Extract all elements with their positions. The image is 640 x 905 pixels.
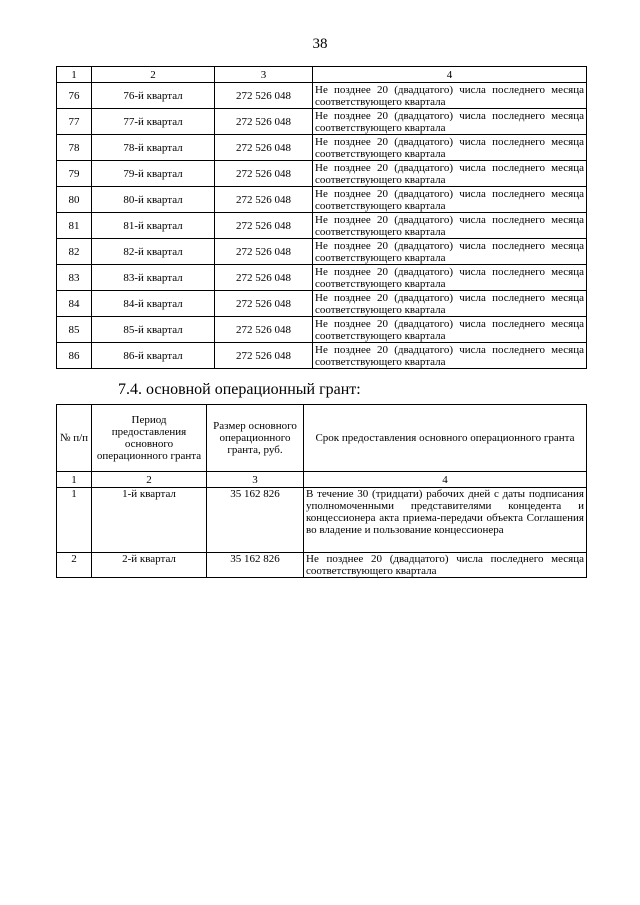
row-amount: 35 162 826 xyxy=(207,488,304,553)
table-row xyxy=(57,265,587,291)
row-number: 84 xyxy=(57,291,92,317)
row-amount: 272 526 048 xyxy=(215,317,313,343)
row-amount: 272 526 048 xyxy=(215,343,313,369)
row-period: 1-й квартал xyxy=(92,488,207,553)
table-row xyxy=(57,317,587,343)
row-number: 2 xyxy=(57,553,92,578)
row-number: 79 xyxy=(57,161,92,187)
column-header: 3 xyxy=(215,67,313,83)
column-header: 4 xyxy=(313,67,587,83)
page-number: 38 xyxy=(312,36,328,52)
row-period: 83-й квартал xyxy=(92,265,215,291)
row-number: 85 xyxy=(57,317,92,343)
table-row xyxy=(57,291,587,317)
row-amount: 272 526 048 xyxy=(215,161,313,187)
table-row xyxy=(57,239,587,265)
row-period: 81-й квартал xyxy=(92,213,215,239)
row-number: 78 xyxy=(57,135,92,161)
row-period: 82-й квартал xyxy=(92,239,215,265)
row-deadline: Не позднее 20 (двадцатого) числа последнего месяца соответствующего квартала xyxy=(313,213,587,239)
row-amount: 272 526 048 xyxy=(215,239,313,265)
row-amount: 272 526 048 xyxy=(215,291,313,317)
table-row xyxy=(57,161,587,187)
row-number: 83 xyxy=(57,265,92,291)
row-period: 85-й квартал xyxy=(92,317,215,343)
column-number: 2 xyxy=(92,472,207,488)
row-deadline: Не позднее 20 (двадцатого) числа последнего месяца соответствующего квартала xyxy=(313,161,587,187)
table-row xyxy=(57,135,587,161)
table-body xyxy=(57,83,587,369)
row-period: 79-й квартал xyxy=(92,161,215,187)
row-number: 86 xyxy=(57,343,92,369)
table-row xyxy=(57,488,587,553)
row-number: 1 xyxy=(57,488,92,553)
column-number: 3 xyxy=(207,472,304,488)
column-header: 1 xyxy=(57,67,92,83)
row-amount: 35 162 826 xyxy=(207,553,304,578)
table-header-row xyxy=(57,67,587,83)
row-number: 77 xyxy=(57,109,92,135)
column-header: 2 xyxy=(92,67,215,83)
table-row xyxy=(57,109,587,135)
column-number: 1 xyxy=(57,472,92,488)
row-amount: 272 526 048 xyxy=(215,83,313,109)
grant-schedule-table-continued xyxy=(56,66,587,369)
row-deadline: Не позднее 20 (двадцатого) числа последнего месяца соответствующего квартала xyxy=(313,135,587,161)
row-deadline: В течение 30 (тридцати) рабочих дней с даты подписания уполномоченными представителями концедента и концессионера акта приема-передачи объекта Соглашения во владение и пользование концессионера xyxy=(304,488,587,553)
column-numbering-row xyxy=(57,472,587,488)
row-period: 80-й квартал xyxy=(92,187,215,213)
row-deadline: Не позднее 20 (двадцатого) числа последнего месяца соответствующего квартала xyxy=(313,343,587,369)
row-period: 2-й квартал xyxy=(92,553,207,578)
column-header-deadline: Срок предоставления основного операционного гранта xyxy=(304,405,587,472)
column-header-amount: Размер основного операционного гранта, руб. xyxy=(207,405,304,472)
row-number: 76 xyxy=(57,83,92,109)
row-deadline: Не позднее 20 (двадцатого) числа последнего месяца соответствующего квартала xyxy=(313,317,587,343)
row-deadline: Не позднее 20 (двадцатого) числа последнего месяца соответствующего квартала xyxy=(313,239,587,265)
row-period: 86-й квартал xyxy=(92,343,215,369)
column-header-num: № п/п xyxy=(57,405,92,472)
row-number: 81 xyxy=(57,213,92,239)
row-deadline: Не позднее 20 (двадцатого) числа последнего месяца соответствующего квартала xyxy=(304,553,587,578)
section-title: 7.4. основной операционный грант: xyxy=(118,381,361,398)
row-amount: 272 526 048 xyxy=(215,213,313,239)
table-row xyxy=(57,213,587,239)
row-deadline: Не позднее 20 (двадцатого) числа последнего месяца соответствующего квартала xyxy=(313,265,587,291)
row-period: 78-й квартал xyxy=(92,135,215,161)
row-deadline: Не позднее 20 (двадцатого) числа последнего месяца соответствующего квартала xyxy=(313,83,587,109)
row-amount: 272 526 048 xyxy=(215,265,313,291)
row-deadline: Не позднее 20 (двадцатого) числа последнего месяца соответствующего квартала xyxy=(313,291,587,317)
row-number: 82 xyxy=(57,239,92,265)
row-deadline: Не позднее 20 (двадцатого) числа последнего месяца соответствующего квартала xyxy=(313,187,587,213)
column-number: 4 xyxy=(304,472,587,488)
row-amount: 272 526 048 xyxy=(215,109,313,135)
row-period: 77-й квартал xyxy=(92,109,215,135)
row-amount: 272 526 048 xyxy=(215,187,313,213)
row-deadline: Не позднее 20 (двадцатого) числа последнего месяца соответствующего квартала xyxy=(313,109,587,135)
row-amount: 272 526 048 xyxy=(215,135,313,161)
column-header-period: Период предоставления основного операционного гранта xyxy=(92,405,207,472)
row-period: 76-й квартал xyxy=(92,83,215,109)
row-period: 84-й квартал xyxy=(92,291,215,317)
main-operating-grant-table xyxy=(56,404,587,578)
table-row xyxy=(57,187,587,213)
table-row xyxy=(57,343,587,369)
table-row xyxy=(57,553,587,578)
row-number: 80 xyxy=(57,187,92,213)
table-row xyxy=(57,83,587,109)
table-header-row xyxy=(57,405,587,472)
